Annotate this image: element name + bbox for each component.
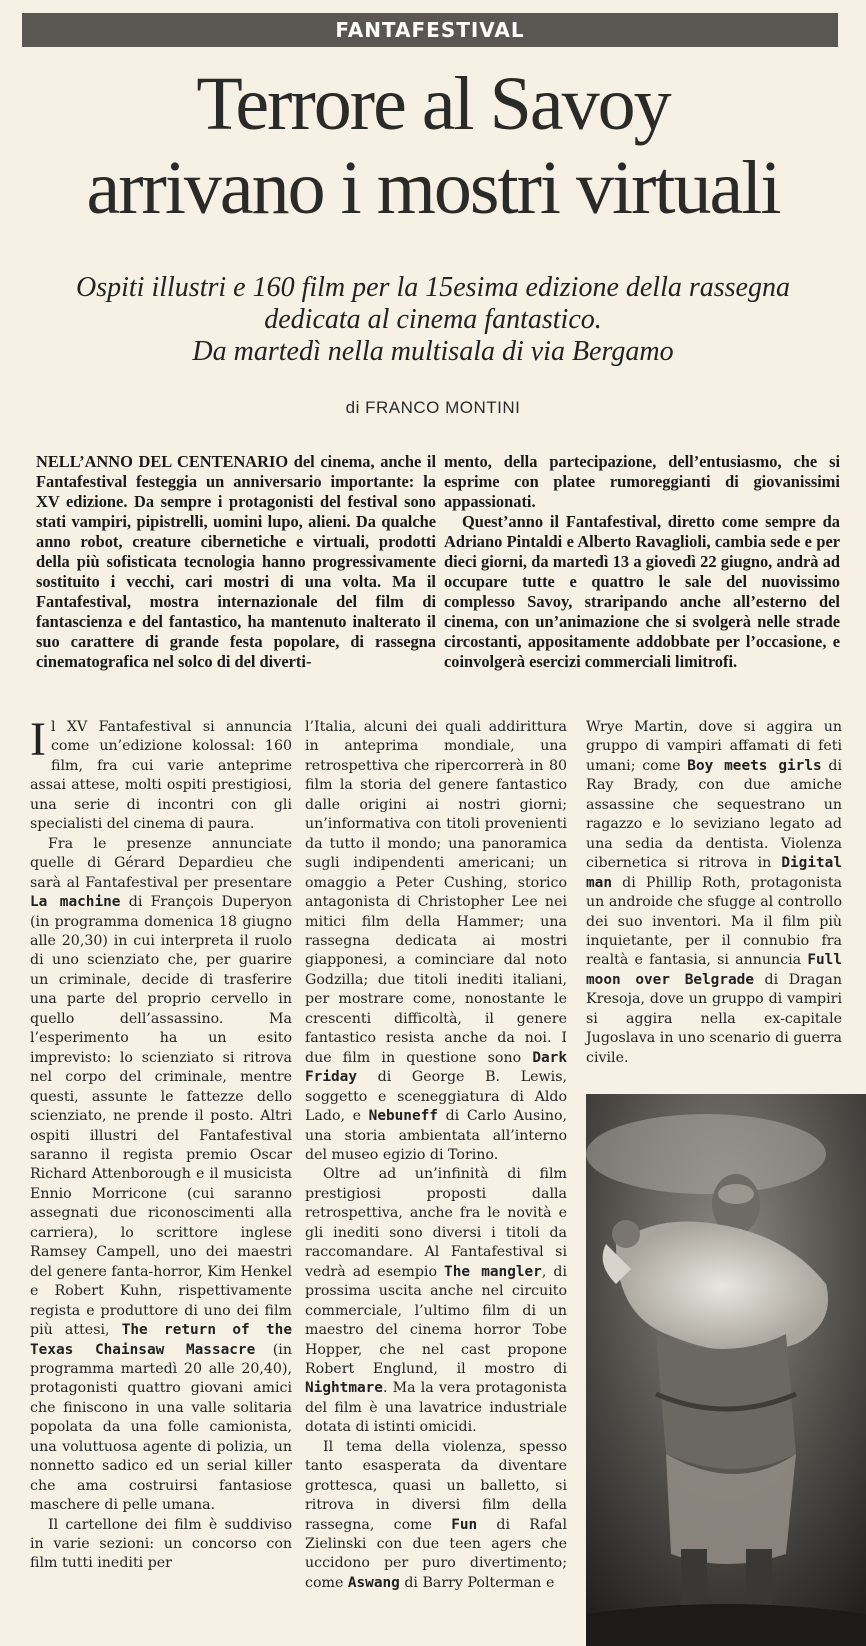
paragraph — [30, 835, 292, 1516]
film-title: Fun — [451, 1516, 478, 1533]
byline: di FRANCO MONTINI — [345, 398, 521, 417]
film-title: Nebuneff — [368, 1108, 438, 1125]
film-title: Nightmare — [305, 1380, 383, 1397]
paragraph-text: . Ma la vera protagonista del film è una lavatrice industriale dotata di istinti omicidi. — [305, 1380, 567, 1436]
paragraph-text: di Barry Polterman e — [399, 1574, 555, 1591]
paragraph-text: di Carlo Ausino, una storia ambientata all’interno del museo egizio di Torino. — [305, 1108, 568, 1163]
drop-cap: I — [30, 713, 46, 766]
paragraph-text: l XV Fantafestival si annuncia come un’edizione kolossal: 160 film, fra cui varie anteprime assai attese, molti ospiti prestigiosi, una serie di incontri con gli specialisti del cinema di paura. — [30, 719, 292, 833]
paragraph — [586, 718, 842, 1068]
film-title: The return of the Texas Chainsaw Massacre — [30, 1322, 292, 1358]
film-title: Aswang — [347, 1574, 400, 1591]
section-header: FANTAFESTIVAL — [22, 13, 838, 47]
paragraph-text: , di prossima uscita anche nel circuito commerciale, l’ultimo film di un maestro del cinema horror Tobe Hopper, che nel cast propone Robert Englund, il mostro di — [305, 1263, 567, 1377]
lead-column-2 — [444, 452, 840, 672]
paragraph — [305, 718, 567, 1165]
paragraph — [305, 1438, 567, 1594]
film-title: Digital man — [586, 855, 842, 891]
paragraph-text: di Ray Brady, con due amiche assassine che sequestrano un ragazzo e lo seviziano legato ad una sedia da dentista. Violenza cibernetica si ritrova in — [586, 757, 842, 872]
headline-line-1: Terrore al Savoy — [196, 62, 670, 146]
lead-caps: NELL’ANNO DEL CENTENARIO — [36, 452, 289, 471]
lead-paragraph: Quest’anno il Fantafestival, diretto come sempre da Adriano Pintaldi e Alberto Ravaglioli, cambia sede e per dieci giorni, da martedì 13 a giovedì 22 giugno, andrà ad occupare tutte e quattro le sale del nuovissimo complesso Savoy, straripando anche all’esterno del cinema, con un’animazione che si svolgerà nelle strade circostanti, appositamente addobbate per l’occasione, e coinvolgerà esercizi commerciali limitrofi. — [444, 512, 840, 671]
lead-paragraph: mento, della partecipazione, dell’entusiasmo, che si esprime con platee rumoreggianti di giovanissimi appassionati. — [444, 452, 840, 511]
film-still-photo — [586, 1094, 866, 1646]
film-title: Dark Friday — [305, 1049, 567, 1086]
subheadline-line-2: dedicata al cinema fantastico. — [264, 304, 602, 335]
film-title: Full moon over Belgrade — [586, 952, 842, 988]
subheadline-line-3: Da martedì nella multisala di via Bergamo — [192, 336, 674, 367]
paragraph — [305, 1165, 567, 1437]
paragraph-text: di Dragan Kresoja, dove un gruppo di vampiri si aggira nella ex-capitale Jugoslava in uno scenario di guerra civile. — [586, 971, 843, 1066]
headline — [0, 62, 866, 230]
headline-line-2: arrivano i mostri virtuali — [86, 146, 780, 230]
paragraph-text: l’Italia, alcuni dei quali addirittura in anteprima mondiale, una retrospettiva che ripercorrerà in 80 film la storia del genere fantastico dalle origini ai nostri giorni; un’informativa con titoli provenienti da tutto il mondo; una panoramica sugli indipendenti americani; un omaggio a Peter Cushing, storico antagonista di Christopher Lee nei mitici film della Hammer; una rassegna dedicata ai mostri giapponesi, a cominciare dal noto Godzilla; due titoli inediti italiani, per mostrare come, nonostante le crescenti difficoltà, il genere fantastico resista anche da noi. I due film in questione sono — [305, 719, 567, 1066]
body-column-1 — [30, 713, 292, 1574]
lead-column-1 — [36, 452, 436, 672]
lead-text-1: del cinema, anche il Fantafestival festeggia un anniversario importante: la XV edizione. Da sempre i protagonisti del festival sono stati vampiri, pipistrelli, uomini lupo, alieni. Da qualche anno robot, creature cibernetiche e virtuali, prodotti della più sofisticata tecnologia hanno progressivamente sostituito i vecchi, cari mostri di una volta. Ma il Fantafestival, mostra internazionale del film di fantascienza e del fantastico, ha mantenuto inalterato il suo carattere di grande festa popolare, di rassegna cinematografica nel solco di del diverti- — [36, 452, 436, 671]
monster-figure-image — [586, 1094, 866, 1646]
paragraph: Il cartellone dei film è suddiviso in varie sezioni: un concorso con film tutti inediti per — [30, 1516, 292, 1572]
film-title: La machine — [30, 894, 121, 911]
paragraph-text: (in programma martedì 20 alle 20,40), protagonisti quattro giovani amici che finiscono in una valle solitaria popolata da una folle camionista, una voluttuosa agente di polizia, un nonnetto sadico ed un serial killer che ama costruirsi fantasiose maschere di pelle umana. — [30, 1341, 292, 1514]
paragraph — [30, 713, 292, 835]
film-title: The mangler — [444, 1263, 542, 1280]
film-title: Boy meets girls — [687, 757, 822, 774]
paragraph-text: Fra le presenze annunciate quelle di Gérard Depardieu che sarà al Fantafestival per presentare — [30, 835, 292, 891]
paragraph-text: Il tema della violenza, spesso tanto esasperata da diventare grottesca, quasi un balletto, si ritrova in diversi film della rassegna, come — [305, 1438, 567, 1533]
paragraph-text: di George B. Lewis, soggetto e sceneggiatura di Aldo Lado, e — [305, 1069, 567, 1125]
paragraph-text: di Phillip Roth, protagonista un androide che sfugge al controllo dei suo inventori. Ma il film più inquietante, per il connubio fra realtà e fantasia, si annuncia — [586, 874, 842, 969]
paragraph-text: di Rafal Zielinski con due teen agers che uccidono per puro divertimento; come — [305, 1516, 567, 1591]
body-column-3 — [586, 718, 842, 1068]
paragraph-text: di François Duperyon (in programma domenica 18 giugno alle 20,30) in cui interpreta il ruolo di uno scienziato che, per guarire un criminale, decide di trasferire una parte del proprio cervello in quello dell’assassino. Ma l’esperimento ha un esito imprevisto: lo scienziato si ritrova nel corpo del criminale, mentre questi, assunte le fattezze dello scienziato, ne prende il posto. Altri ospiti illustri del Fantafestival saranno il regista premio Oscar Richard Attenborough e il musicista Ennio Morricone (cui saranno assegnati due riconoscimenti alla carriera), lo scrittore inglese Ramsey Campell, uno dei maestri del genere fanta-horror, Kim Henkel e Robert Kuhn, rispettivamente regista e produttore di uno dei film più attesi, — [30, 894, 292, 1339]
subheadline — [20, 272, 846, 368]
paragraph-text: Oltre ad un’infinità di film prestigiosi proposti dalla retrospettiva, anche fra le novità e gli inediti sono diversi i titoli da raccomandare. Al Fantafestival si vedrà ad esempio — [305, 1166, 567, 1280]
subheadline-line-1: Ospiti illustri e 160 film per la 15esima edizione della rassegna — [76, 272, 790, 303]
body-column-2 — [305, 718, 567, 1593]
paragraph-text: Wrye Martin, dove si aggira un gruppo di vampiri affamati di feti umani; come — [586, 719, 842, 774]
